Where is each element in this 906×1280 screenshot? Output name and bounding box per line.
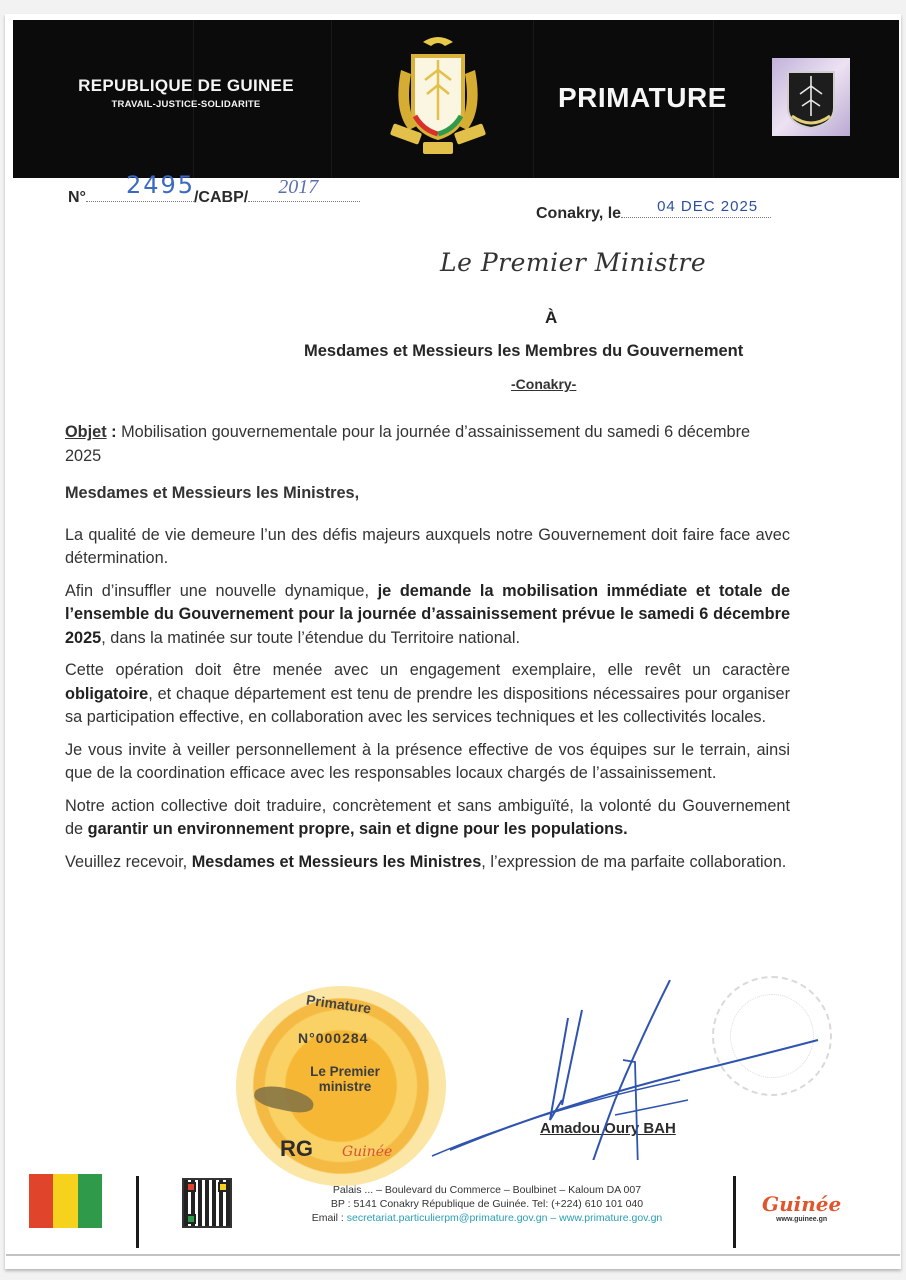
paragraph-2-text: Afin d’insuffler une nouvelle dynamique, — [65, 581, 378, 600]
country-block — [66, 76, 306, 110]
email-link[interactable]: secretariat.particulierpm@primature.gov.gn — [346, 1212, 548, 1224]
date-line — [536, 198, 771, 223]
official-round-stamp — [712, 976, 832, 1096]
country-name: REPUBLIQUE DE GUINEE — [78, 76, 294, 95]
closing-text: Veuillez recevoir, — [65, 852, 192, 871]
footer-divider-left — [136, 1176, 139, 1248]
closing-paragraph — [65, 851, 790, 875]
recipient-name: Mesdames et Messieurs les Membres du Gouvernement — [304, 342, 744, 360]
footer — [0, 1162, 906, 1262]
paragraph-5 — [65, 795, 790, 842]
national-motto: TRAVAIL-JUSTICE-SOLIDARITE — [111, 99, 261, 110]
reference-year-value: 2017 — [278, 176, 319, 198]
object-line — [65, 421, 790, 468]
paragraph-5-emphasis: garantir un environnement propre, sain et digne pour les populations. — [87, 820, 628, 838]
recipient-to: À — [545, 308, 558, 327]
email-label: Email : — [311, 1212, 347, 1224]
contact-line — [262, 1211, 712, 1225]
coat-of-arms-icon — [383, 30, 493, 158]
primature-crest-icon — [772, 58, 850, 136]
brand-url[interactable]: www.guinee.gn — [776, 1216, 828, 1223]
reference-number — [68, 171, 360, 207]
footer-divider-right — [733, 1176, 736, 1248]
reference-code: /CABP/ — [193, 189, 249, 206]
paragraph-3 — [65, 659, 790, 730]
website-link[interactable]: www.primature.gov.gn — [559, 1212, 663, 1224]
address-line-2: BP : 5141 Conakry République de Guinée. Tel: (+224) 610 101 040 — [330, 1198, 644, 1210]
institution-name: PRIMATURE — [558, 82, 727, 113]
reference-prefix: N° — [68, 189, 86, 206]
paragraph-2-tail: , dans la matinée sur toute l’étendue du Territoire national. — [101, 628, 520, 647]
object-text: Mobilisation gouvernementale pour la journée d’assainissement du samedi 6 décembre 2025 — [65, 423, 751, 465]
paragraph-2-emphasis: je demande la mobilisation immédiate et totale de l’ensemble du Gouvernement pour la journée d’assainissement prévue le samedi 6 décembre 2025 — [65, 581, 790, 647]
recipient-city: -Conakry- — [511, 376, 577, 392]
object-label: Objet — [65, 423, 107, 441]
brand-name: Guinée — [762, 1192, 842, 1216]
guinee-brand-logo — [762, 1192, 841, 1223]
qr-code-icon[interactable] — [182, 1178, 232, 1228]
signatory-name: Amadou Oury BAH — [540, 1120, 676, 1137]
seal-brand: Guinée — [342, 1144, 393, 1160]
closing-tail: , l’expression de ma parfaite collaboration. — [481, 852, 787, 871]
paragraph-3-emphasis: obligatoire — [65, 684, 149, 703]
date-stamp: 04 DEC 2025 — [657, 198, 759, 215]
date-field — [621, 198, 771, 218]
seal-number: N°000284 — [298, 1030, 369, 1046]
date-label: Conakry, le — [536, 205, 622, 222]
footer-address — [262, 1183, 712, 1225]
reference-number-value: 2495 — [125, 171, 196, 199]
salutation: Mesdames et Messieurs les Ministres, — [65, 484, 360, 502]
reference-year-field — [248, 176, 360, 202]
paragraph-5-text: Notre action collective doit traduire, concrètement et sans ambiguïté, la volonté du Gouvernement de — [65, 796, 790, 838]
sender-title: Le Premier Ministre — [440, 248, 707, 277]
security-seal — [236, 986, 446, 1186]
seal-initials: RG — [280, 1136, 313, 1161]
closing-emphasis: Mesdames et Messieurs les Ministres — [191, 852, 482, 871]
paragraph-2 — [65, 580, 790, 651]
address-line-1: Palais ... – Boulevard du Commerce – Boulbinet – Kaloum DA 007 — [332, 1184, 642, 1196]
reference-number-field — [86, 171, 196, 202]
guinea-flag-icon — [29, 1174, 102, 1228]
paragraph-4: Je vous invite à veiller personnellement à la présence effective de vos équipes sur le terrain, ainsi que de la coordination efficace avec les responsables locaux chargés de l’assainissement. — [65, 740, 790, 782]
paragraph-1: La qualité de vie demeure l’un des défis majeurs auxquels notre Gouvernement doit faire face avec détermination. — [65, 525, 790, 567]
letter-body — [65, 421, 790, 883]
paragraph-3-tail: , et chaque département est tenu de prendre les dispositions nécessaires pour organiser sa participation effective, en collaboration avec les services techniques et les collectivités locales. — [65, 684, 790, 726]
paragraph-3-text: Cette opération doit être menée avec un engagement exemplaire, elle revêt un caractère — [65, 661, 790, 679]
contact-separator: – — [547, 1212, 560, 1224]
page-edge — [6, 1254, 900, 1256]
seal-header: Primature — [305, 991, 373, 1017]
seal-title: Le Premier ministre — [310, 1064, 380, 1094]
object-separator: : — [106, 423, 122, 441]
